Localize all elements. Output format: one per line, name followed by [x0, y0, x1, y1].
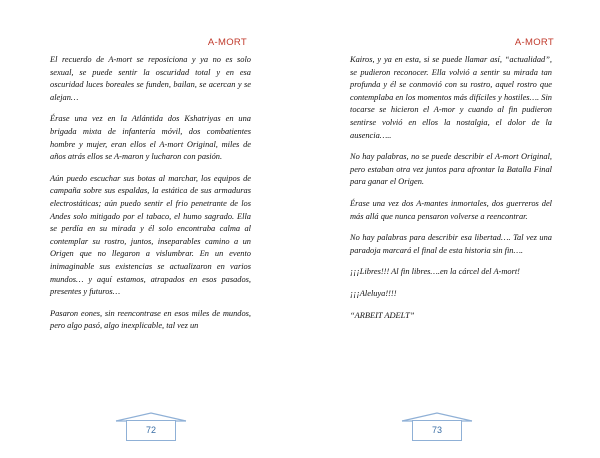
paragraph: ¡¡¡Libres!!! Al fin libres….en la cárcel del A-mort! — [350, 267, 520, 277]
paragraph: El recuerdo de A-mort se reposiciona y ya no es solo sexual, se puede sentir la oscuridad total y en esa oscuridad luces boreales se funden, bailan, se acercan y se alejan… — [50, 55, 251, 102]
paragraph: No hay palabras para describir esa libertad…. Tal vez una paradoja marcará el final de esta historia sin fin…. — [350, 233, 552, 255]
paragraph: Aún puedo escuchar sus botas al marchar, los equipos de campaña sobre sus espaldas, la estática de sus armaduras electrostáticas; aún puedo sentir el frio penetrante de los Andes solo mitigado por el tabaco, el humo sagrado. Ella se perdía en su mirada y él solo encontraba calma al contemplar su rostro, juntos, inseparables camino a un Origen que no llegaron a vislumbrar. En un evento inimaginable sus existencias se actualizaron en varios mundos… y aquí estamos, atrapados en esos pasados, presentes y futuros… — [50, 173, 251, 297]
right-page — [300, 0, 600, 458]
paragraph: Érase una vez en la Atlántida dos Kshatriyas en una brigada mixta de infantería móvil, dos combatientes hombre y mujer, eran ellos el A-mort Original, miles de años atrás ellos se A-maron y lucharon con pasión. — [50, 114, 251, 162]
paragraph: Pasaron eones, sin reencontrase en esos miles de mundos, pero algo pasó, algo inexplicable, tal vez un — [50, 308, 251, 331]
paragraph: Érase una vez dos A-mantes inmortales, dos guerreros del más allá que nunca pensaron volverse a reencontrar. — [350, 198, 552, 221]
running-header: A-MORT — [514, 37, 554, 48]
paragraph: Kairos, y ya en esta, si se puede llamar así, “actualidad”, se pudieron reconocer. Ella volvió a sentir su mirada tan profunda y él se conmovió con su rostro, aquel rostro que contemplaba en los momentos más difíciles y hostiles…. Sin tocarse se hicieron el A-mor y cuando al fin pudieron sentirse volvió en ellos la nostalgia, el dolor de la ausencia….. — [350, 55, 552, 140]
paragraph: “ARBEIT ADELT” — [350, 310, 415, 320]
page-number: 72 — [126, 420, 176, 441]
page-number: 73 — [412, 420, 462, 441]
page-body — [350, 54, 552, 331]
page-body — [50, 54, 251, 342]
paragraph: No hay palabras, no se puede describir el A-mort Original, pero estaban otra vez juntos para afrontar la Batalla Final para ganar el Origen. — [350, 152, 552, 187]
running-header: A-MORT — [207, 37, 247, 48]
paragraph: ¡¡¡Aleluya!!!! — [350, 288, 397, 298]
